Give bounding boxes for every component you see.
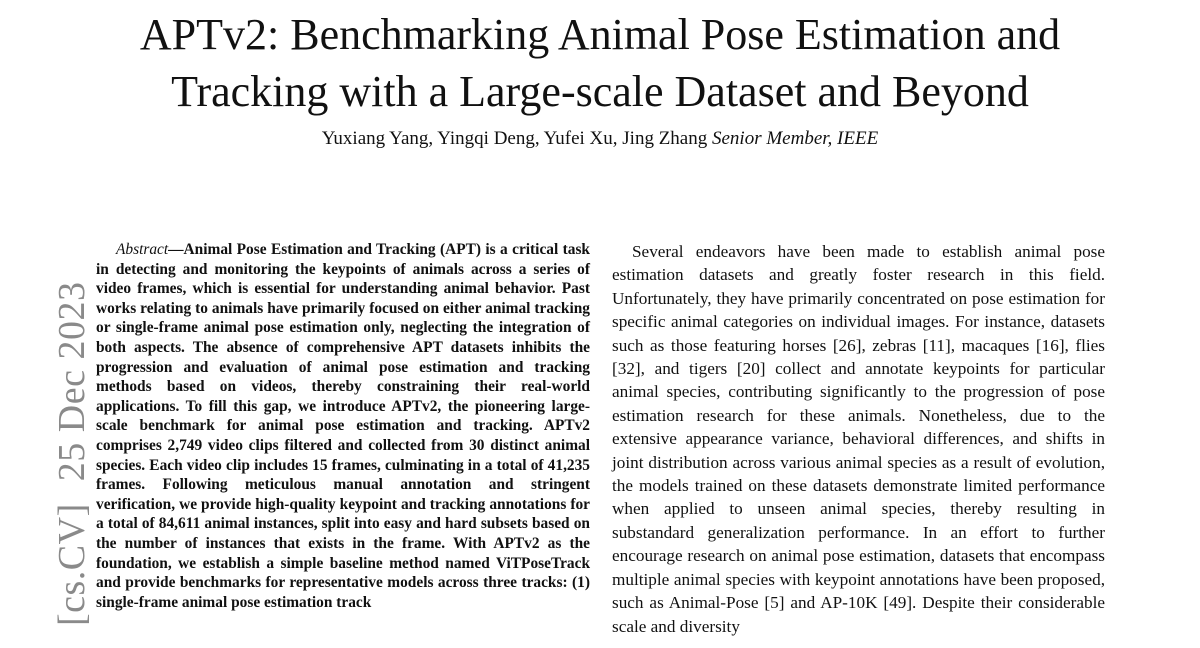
- author-role: Senior Member, IEEE: [711, 128, 879, 149]
- title-line-1: APTv2: Benchmarking Animal Pose Estimation and: [139, 10, 1061, 59]
- arxiv-category: [cs.CV]: [51, 503, 93, 626]
- paper-title: [0, 6, 1200, 120]
- abstract-text: —Animal Pose Estimation and Tracking (APT) is a critical task in detecting and monitoring the keypoints of animals across a series of video frames, which is essential for understanding animal behavior. Past works relating to animals have primarily focused on either animal tracking or single-frame animal pose estimation only, neglecting the integration of both aspects. The absence of comprehensive APT datasets inhibits the progression and evaluation of animal pose estimation and tracking methods based on videos, thereby constraining their real-world applications. To fill this gap, we introduce APTv2, the pioneering large-scale benchmark for animal pose estimation and tracking. APTv2 comprises 2,749 video clips filtered and collected from 30 distinct animal species. Each video clip includes 15 frames, culminating in a total of 41,235 frames. Following meticulous manual annotation and stringent verification, we provide high-quality keypoint and tracking annotations for a total of 84,611 animal instances, split into easy and hard subsets based on the number of instances that exists in the frame. With APTv2 as the foundation, we establish a simple baseline method named ViTPoseTrack and provide benchmarks for representative models across three tracks: (1) single-frame animal pose estimation track: [96, 241, 590, 611]
- title-line-2: Tracking with a Large-scale Dataset and Beyond: [171, 67, 1029, 116]
- intro-paragraph: Several endeavors have been made to establish animal pose estimation datasets and greatly foster research in this field. Unfortunately, they have primarily concentrated on pose estimation for specific animal categories on individual images. For instance, datasets such as those featuring horses [26], zebras [11], macaques [16], flies [32], and tigers [20] collect and annotate keypoints for particular animal species, contributing significantly to the progression of pose estimation research for these animals. Nonetheless, due to the extensive appearance variance, behavioral differences, and shifts in joint distribution across various animal species as a result of evolution, the models trained on these datasets demonstrate limited performance when applied to unseen animal species, thereby resulting in substandard generalization performance. In an effort to further encourage research on animal pose estimation, datasets that encompass multiple animal species with keypoint annotations have been proposed, such as Animal-Pose [5] and AP-10K [49]. Despite their considerable scale and diversity: [612, 242, 1105, 636]
- abstract-label: Abstract: [116, 241, 169, 258]
- arxiv-date: 25 Dec 2023: [51, 281, 93, 482]
- abstract-block: [96, 240, 590, 612]
- introduction-column: [612, 240, 1105, 638]
- author-line: [0, 126, 1200, 152]
- author-names: Yuxiang Yang, Yingqi Deng, Yufei Xu, Jing Zhang: [321, 128, 708, 149]
- arxiv-side-stamp: [50, 282, 94, 626]
